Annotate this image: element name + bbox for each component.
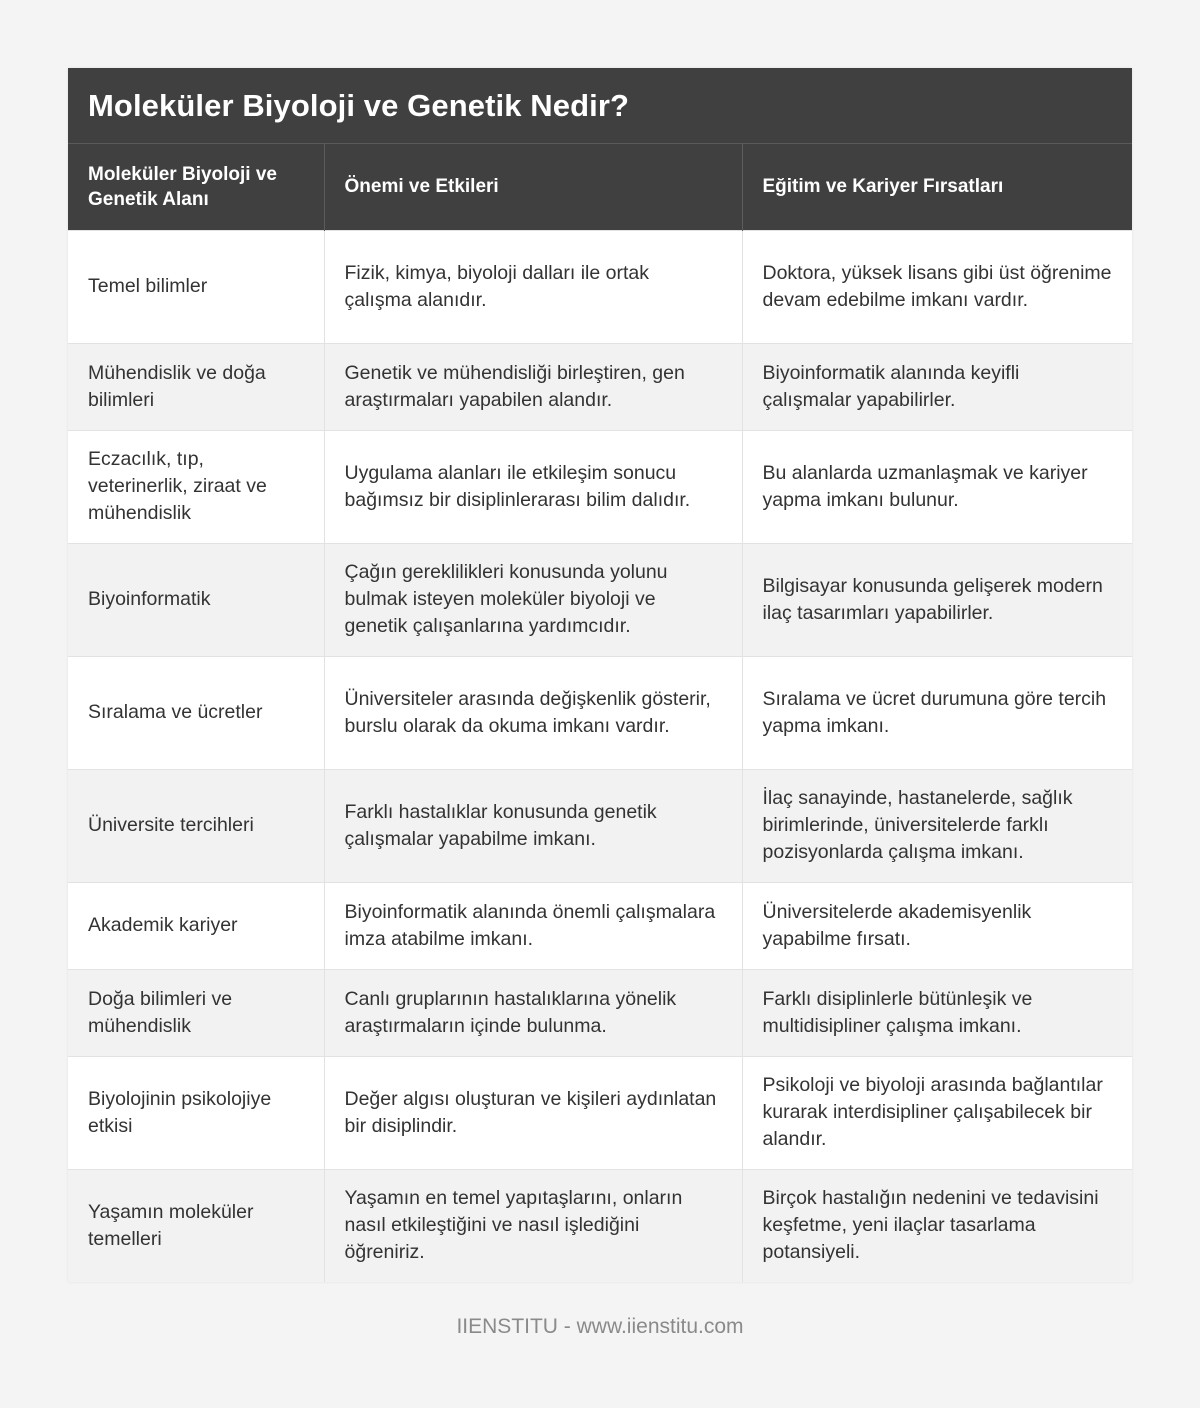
table-card xyxy=(68,68,1132,1282)
table-row xyxy=(68,230,1132,343)
cell-career: Sıralama ve ücret durumuna göre tercih yapma imkanı. xyxy=(742,656,1132,769)
cell-career: Üniversitelerde akademisyenlik yapabilme fırsatı. xyxy=(742,882,1132,969)
cell-field: Eczacılık, tıp, veterinerlik, ziraat ve mühendislik xyxy=(68,430,324,543)
cell-field: Sıralama ve ücretler xyxy=(68,656,324,769)
table-body xyxy=(68,230,1132,1282)
cell-field: Temel bilimler xyxy=(68,230,324,343)
cell-career: Doktora, yüksek lisans gibi üst öğrenime devam edebilme imkanı vardır. xyxy=(742,230,1132,343)
table-row xyxy=(68,343,1132,430)
table-header xyxy=(68,144,1132,230)
cell-field: Biyolojinin psikolojiye etkisi xyxy=(68,1056,324,1169)
cell-career: Birçok hastalığın nedenini ve tedavisini keşfetme, yeni ilaçlar tasarlama potansiyeli. xyxy=(742,1169,1132,1282)
footer-credit: IIENSTITU - www.iienstitu.com xyxy=(456,1315,744,1338)
table-row xyxy=(68,769,1132,882)
page-title: Moleküler Biyoloji ve Genetik Nedir? xyxy=(88,87,630,123)
cell-career: Farklı disiplinlerle bütünleşik ve multidisipliner çalışma imkanı. xyxy=(742,969,1132,1056)
cell-career: Biyoinformatik alanında keyifli çalışmalar yapabilirler. xyxy=(742,343,1132,430)
table-row xyxy=(68,543,1132,656)
table-row xyxy=(68,882,1132,969)
table-row xyxy=(68,430,1132,543)
cell-field: Yaşamın moleküler temelleri xyxy=(68,1169,324,1282)
cell-importance: Üniversiteler arasında değişkenlik gösterir, burslu olarak da okuma imkanı vardır. xyxy=(324,656,742,769)
table-row xyxy=(68,1056,1132,1169)
cell-career: Psikoloji ve biyoloji arasında bağlantılar kurarak interdisipliner çalışabilecek bir alandır. xyxy=(742,1056,1132,1169)
cell-importance: Biyoinformatik alanında önemli çalışmalara imza atabilme imkanı. xyxy=(324,882,742,969)
column-header-field: Moleküler Biyoloji ve Genetik Alanı xyxy=(68,144,324,230)
title-bar xyxy=(68,68,1132,144)
cell-field: Doğa bilimleri ve mühendislik xyxy=(68,969,324,1056)
cell-importance: Yaşamın en temel yapıtaşlarını, onların nasıl etkileştiğini ve nasıl işlediğini öğreniriz. xyxy=(324,1169,742,1282)
column-header-importance: Önemi ve Etkileri xyxy=(324,144,742,230)
cell-importance: Değer algısı oluşturan ve kişileri aydınlatan bir disiplindir. xyxy=(324,1056,742,1169)
cell-importance: Canlı gruplarının hastalıklarına yönelik araştırmaların içinde bulunma. xyxy=(324,969,742,1056)
table-row xyxy=(68,1169,1132,1282)
table-row xyxy=(68,656,1132,769)
data-table xyxy=(68,144,1132,1282)
cell-field: Akademik kariyer xyxy=(68,882,324,969)
header-row xyxy=(68,144,1132,230)
cell-importance: Farklı hastalıklar konusunda genetik çalışmalar yapabilme imkanı. xyxy=(324,769,742,882)
cell-importance: Uygulama alanları ile etkileşim sonucu bağımsız bir disiplinlerarası bilim dalıdır. xyxy=(324,430,742,543)
cell-field: Mühendislik ve doğa bilimleri xyxy=(68,343,324,430)
column-header-career: Eğitim ve Kariyer Fırsatları xyxy=(742,144,1132,230)
cell-field: Biyoinformatik xyxy=(68,543,324,656)
cell-importance: Çağın gereklilikleri konusunda yolunu bulmak isteyen moleküler biyoloji ve genetik çalışanlarına yardımcıdır. xyxy=(324,543,742,656)
cell-career: Bilgisayar konusunda gelişerek modern ilaç tasarımları yapabilirler. xyxy=(742,543,1132,656)
cell-career: Bu alanlarda uzmanlaşmak ve kariyer yapma imkanı bulunur. xyxy=(742,430,1132,543)
table-row xyxy=(68,969,1132,1056)
cell-importance: Genetik ve mühendisliği birleştiren, gen araştırmaları yapabilen alandır. xyxy=(324,343,742,430)
cell-field: Üniversite tercihleri xyxy=(68,769,324,882)
cell-career: İlaç sanayinde, hastanelerde, sağlık birimlerinde, üniversitelerde farklı pozisyonlarda çalışma imkanı. xyxy=(742,769,1132,882)
cell-importance: Fizik, kimya, biyoloji dalları ile ortak çalışma alanıdır. xyxy=(324,230,742,343)
